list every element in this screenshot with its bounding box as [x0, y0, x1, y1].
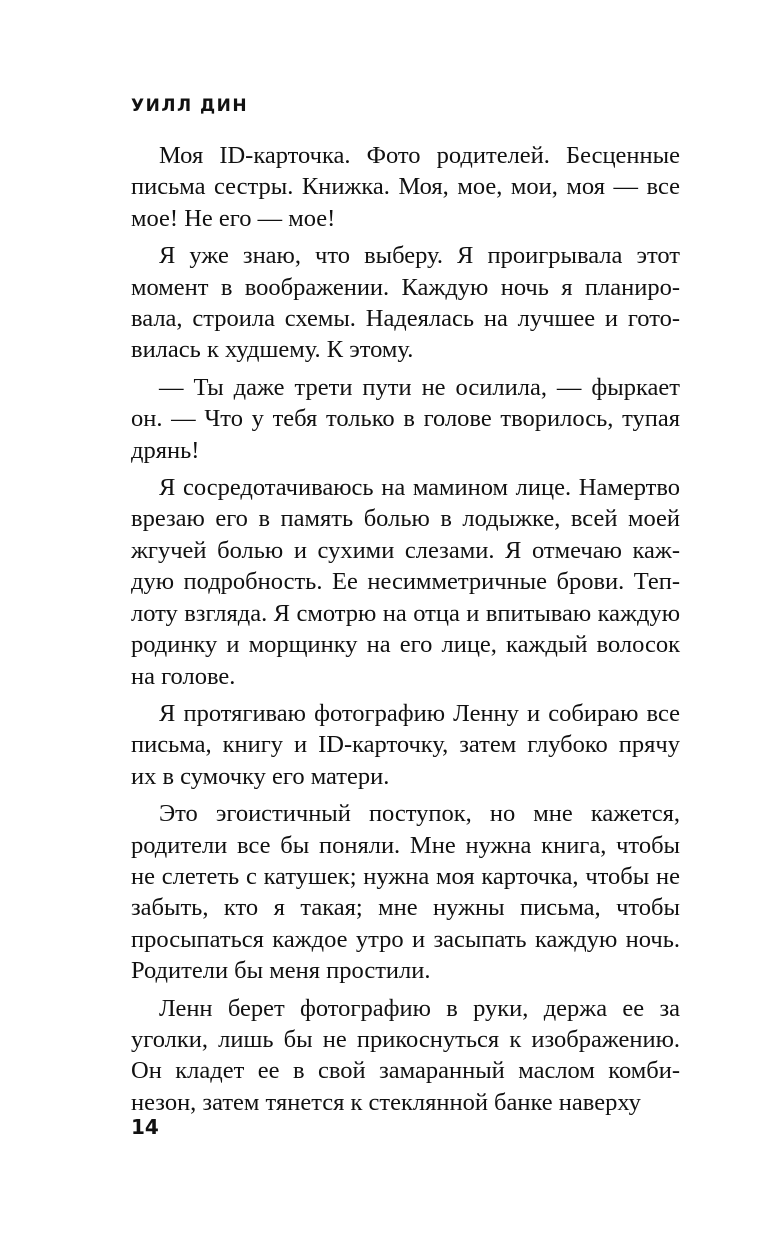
page-number: 14 [131, 1115, 159, 1139]
paragraph: Я уже знаю, что выберу. Я проигрывала этот момент в воображении. Каждую ночь я планировала, строила схемы. Надеялась на лучшее и готовилась к худшему. К этому. [131, 242, 680, 364]
running-head-author: УИЛЛ ДИН [131, 96, 249, 116]
paragraph: Я протягиваю фотографию Ленну и собираю все письма, книгу и ID-карточку, затем глубоко прячу их в сумочку его матери. [131, 699, 680, 790]
paragraph: Моя ID-карточка. Фото родителей. Бесценные письма сестры. Книжка. Моя, мое, мои, моя — все мое! Не его — мое! [131, 142, 680, 232]
paragraph: — Ты даже трети пути не осилила, — фыркает он. — Что у тебя только в голове творилось, тупая дрянь! [131, 373, 680, 464]
paragraph: Ленн берет фотографию в руки, держа ее за уголки, лишь бы не прикоснуться к изображению. Он кладет ее в свой замаранный маслом комбинезон, затем тянется к стеклянной банке наверху [131, 994, 680, 1116]
body-text [131, 140, 680, 1124]
paragraph: Это эгоистичный поступок, но мне кажется, родители все бы поняли. Мне нужна книга, чтобы не слететь с катушек; нужна моя карточка, чтобы не забыть, кто я такая; мне нужны письма, чтобы просыпаться каждое утро и засыпать каждую ночь. Родители бы меня простили. [131, 800, 680, 985]
paragraph: Я сосредотачиваюсь на мамином лице. Намертво врезаю его в память болью в лодыжке, всей моей жгучей болью и сухими слезами. Я отмечаю каждую подробность. Ее несимметричные брови. Теплоту взгляда. Я смотрю на отца и впитываю каждую родинку и морщинку на его лице, каждый волосок на голове. [131, 474, 680, 690]
